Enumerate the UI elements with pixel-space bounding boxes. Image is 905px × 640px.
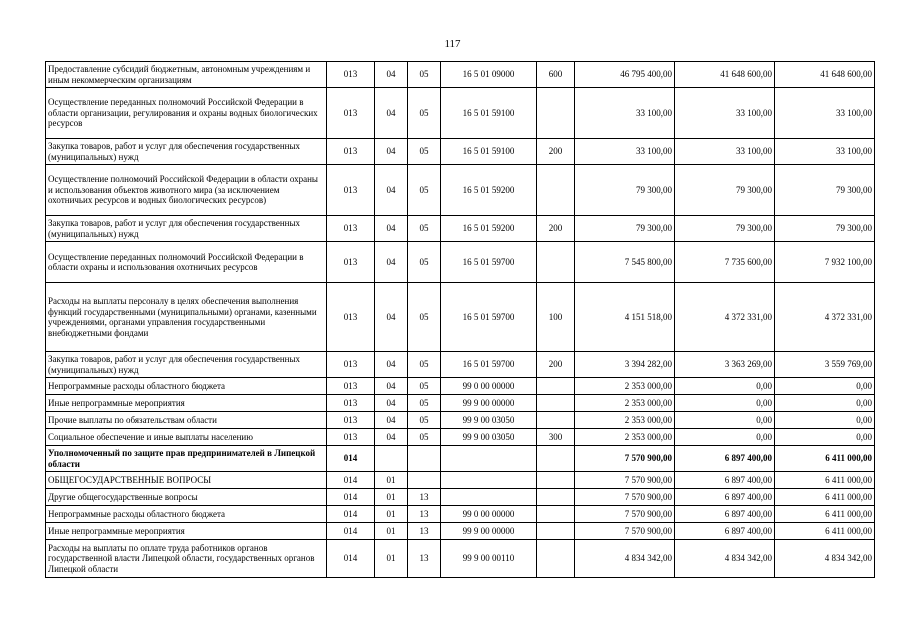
- admin-code-cell: 013: [327, 395, 375, 412]
- target-article-cell: 99 9 00 00000: [441, 523, 537, 540]
- amount-year2-cell: 79 300,00: [675, 216, 775, 242]
- amount-year3-cell: 4 834 342,00: [775, 540, 875, 578]
- amount-year2-cell: 0,00: [675, 429, 775, 446]
- section-code-cell: 04: [375, 139, 408, 165]
- admin-code-cell: 014: [327, 506, 375, 523]
- amount-year3-cell: 0,00: [775, 395, 875, 412]
- amount-year1-cell: 79 300,00: [575, 216, 675, 242]
- amount-year3-cell: 41 648 600,00: [775, 62, 875, 88]
- amount-year2-cell: 6 897 400,00: [675, 506, 775, 523]
- amount-year1-cell: 2 353 000,00: [575, 429, 675, 446]
- row-description: Предоставление субсидий бюджетным, автономным учреждениям и иным некоммерческим организациям: [46, 62, 327, 88]
- amount-year3-cell: 0,00: [775, 429, 875, 446]
- row-description: Расходы на выплаты по оплате труда работников органов государственной власти Липецкой области, государственных органов Липецкой области: [46, 540, 327, 578]
- amount-year1-cell: 2 353 000,00: [575, 395, 675, 412]
- admin-code-cell: 014: [327, 446, 375, 472]
- amount-year2-cell: 0,00: [675, 412, 775, 429]
- row-description: Закупка товаров, работ и услуг для обеспечения государственных (муниципальных) нужд: [46, 352, 327, 378]
- expense-type-cell: [537, 412, 575, 429]
- amount-year2-cell: 41 648 600,00: [675, 62, 775, 88]
- subsection-code-cell: 05: [408, 283, 441, 352]
- admin-code-cell: 013: [327, 283, 375, 352]
- amount-year3-cell: 4 372 331,00: [775, 283, 875, 352]
- table-row: [46, 446, 875, 472]
- expense-type-cell: [537, 489, 575, 506]
- subsection-code-cell: 05: [408, 242, 441, 283]
- amount-year2-cell: 6 897 400,00: [675, 446, 775, 472]
- target-article-cell: [441, 489, 537, 506]
- subsection-code-cell: 05: [408, 429, 441, 446]
- amount-year1-cell: 7 570 900,00: [575, 523, 675, 540]
- table-row: [46, 88, 875, 139]
- table-row: [46, 395, 875, 412]
- target-article-cell: 99 0 00 00000: [441, 506, 537, 523]
- section-code-cell: 01: [375, 523, 408, 540]
- expense-type-cell: 200: [537, 352, 575, 378]
- target-article-cell: [441, 472, 537, 489]
- amount-year1-cell: 33 100,00: [575, 139, 675, 165]
- admin-code-cell: 013: [327, 139, 375, 165]
- amount-year2-cell: 6 897 400,00: [675, 523, 775, 540]
- table-row: [46, 352, 875, 378]
- subsection-code-cell: [408, 472, 441, 489]
- amount-year1-cell: 7 570 900,00: [575, 506, 675, 523]
- admin-code-cell: 013: [327, 88, 375, 139]
- target-article-cell: 99 9 00 03050: [441, 429, 537, 446]
- expense-type-cell: [537, 506, 575, 523]
- table-row: [46, 165, 875, 216]
- section-code-cell: 04: [375, 429, 408, 446]
- amount-year3-cell: 6 411 000,00: [775, 472, 875, 489]
- expense-type-cell: 600: [537, 62, 575, 88]
- row-description: Осуществление переданных полномочий Российской Федерации в области охраны и использования охотничьих ресурсов: [46, 242, 327, 283]
- admin-code-cell: 013: [327, 165, 375, 216]
- amount-year1-cell: 3 394 282,00: [575, 352, 675, 378]
- amount-year2-cell: 0,00: [675, 395, 775, 412]
- amount-year2-cell: 6 897 400,00: [675, 489, 775, 506]
- subsection-code-cell: 05: [408, 139, 441, 165]
- target-article-cell: [441, 446, 537, 472]
- subsection-code-cell: 05: [408, 412, 441, 429]
- expense-type-cell: [537, 523, 575, 540]
- amount-year3-cell: 6 411 000,00: [775, 446, 875, 472]
- target-article-cell: 99 9 00 00110: [441, 540, 537, 578]
- amount-year2-cell: 0,00: [675, 378, 775, 395]
- target-article-cell: 16 5 01 59200: [441, 165, 537, 216]
- amount-year1-cell: 7 545 800,00: [575, 242, 675, 283]
- target-article-cell: 99 0 00 00000: [441, 378, 537, 395]
- section-code-cell: 04: [375, 62, 408, 88]
- amount-year1-cell: 2 353 000,00: [575, 378, 675, 395]
- amount-year1-cell: 7 570 900,00: [575, 472, 675, 489]
- row-description: Социальное обеспечение и иные выплаты населению: [46, 429, 327, 446]
- expense-type-cell: [537, 446, 575, 472]
- section-code-cell: 01: [375, 489, 408, 506]
- admin-code-cell: 013: [327, 62, 375, 88]
- subsection-code-cell: 05: [408, 216, 441, 242]
- target-article-cell: 16 5 01 59100: [441, 139, 537, 165]
- admin-code-cell: 013: [327, 378, 375, 395]
- table-row: [46, 506, 875, 523]
- target-article-cell: 16 5 01 59700: [441, 283, 537, 352]
- row-description: Осуществление переданных полномочий Российской Федерации в области организации, регулирования и охраны водных биологических ресурсов: [46, 88, 327, 139]
- row-description: Расходы на выплаты персоналу в целях обеспечения выполнения функций государственными (муниципальными) органами, казенными учреждениями, органами управления государственными внебюджетными фондами: [46, 283, 327, 352]
- table-row: [46, 429, 875, 446]
- table-row: [46, 540, 875, 578]
- subsection-code-cell: 05: [408, 395, 441, 412]
- row-description: Закупка товаров, работ и услуг для обеспечения государственных (муниципальных) нужд: [46, 216, 327, 242]
- row-description: Прочие выплаты по обязательствам области: [46, 412, 327, 429]
- table-row: [46, 472, 875, 489]
- expense-type-cell: [537, 395, 575, 412]
- section-code-cell: 01: [375, 506, 408, 523]
- budget-table: [45, 61, 875, 578]
- expense-type-cell: 300: [537, 429, 575, 446]
- section-code-cell: [375, 446, 408, 472]
- expense-type-cell: [537, 242, 575, 283]
- row-description: Закупка товаров, работ и услуг для обеспечения государственных (муниципальных) нужд: [46, 139, 327, 165]
- section-code-cell: 04: [375, 412, 408, 429]
- target-article-cell: 16 5 01 59700: [441, 242, 537, 283]
- subsection-code-cell: 05: [408, 88, 441, 139]
- section-code-cell: 04: [375, 242, 408, 283]
- amount-year3-cell: 33 100,00: [775, 88, 875, 139]
- subsection-code-cell: 05: [408, 352, 441, 378]
- amount-year2-cell: 3 363 269,00: [675, 352, 775, 378]
- amount-year1-cell: 4 151 518,00: [575, 283, 675, 352]
- target-article-cell: 16 5 01 09000: [441, 62, 537, 88]
- expense-type-cell: [537, 378, 575, 395]
- section-code-cell: 04: [375, 88, 408, 139]
- admin-code-cell: 014: [327, 472, 375, 489]
- row-description: Уполномоченный по защите прав предпринимателей в Липецкой области: [46, 446, 327, 472]
- target-article-cell: 16 5 01 59700: [441, 352, 537, 378]
- target-article-cell: 16 5 01 59200: [441, 216, 537, 242]
- subsection-code-cell: 05: [408, 378, 441, 395]
- amount-year2-cell: 33 100,00: [675, 139, 775, 165]
- section-code-cell: 04: [375, 352, 408, 378]
- row-description: Непрограммные расходы областного бюджета: [46, 506, 327, 523]
- amount-year1-cell: 79 300,00: [575, 165, 675, 216]
- subsection-code-cell: 05: [408, 165, 441, 216]
- amount-year3-cell: 33 100,00: [775, 139, 875, 165]
- table-row: [46, 378, 875, 395]
- amount-year3-cell: 6 411 000,00: [775, 523, 875, 540]
- section-code-cell: 01: [375, 540, 408, 578]
- section-code-cell: 04: [375, 378, 408, 395]
- row-description: Непрограммные расходы областного бюджета: [46, 378, 327, 395]
- row-description: Другие общегосударственные вопросы: [46, 489, 327, 506]
- amount-year2-cell: 6 897 400,00: [675, 472, 775, 489]
- target-article-cell: 99 9 00 03050: [441, 412, 537, 429]
- amount-year2-cell: 33 100,00: [675, 88, 775, 139]
- amount-year1-cell: 2 353 000,00: [575, 412, 675, 429]
- expense-type-cell: [537, 540, 575, 578]
- admin-code-cell: 013: [327, 412, 375, 429]
- table-row: [46, 489, 875, 506]
- amount-year3-cell: 6 411 000,00: [775, 506, 875, 523]
- expense-type-cell: [537, 165, 575, 216]
- section-code-cell: 04: [375, 165, 408, 216]
- amount-year1-cell: 46 795 400,00: [575, 62, 675, 88]
- table-row: [46, 216, 875, 242]
- expense-type-cell: 100: [537, 283, 575, 352]
- table-row: [46, 523, 875, 540]
- expense-type-cell: [537, 88, 575, 139]
- expense-type-cell: 200: [537, 216, 575, 242]
- admin-code-cell: 013: [327, 429, 375, 446]
- target-article-cell: 99 9 00 00000: [441, 395, 537, 412]
- amount-year2-cell: 4 834 342,00: [675, 540, 775, 578]
- section-code-cell: 04: [375, 395, 408, 412]
- amount-year1-cell: 33 100,00: [575, 88, 675, 139]
- amount-year3-cell: 6 411 000,00: [775, 489, 875, 506]
- row-description: Иные непрограммные мероприятия: [46, 523, 327, 540]
- subsection-code-cell: 13: [408, 540, 441, 578]
- section-code-cell: 04: [375, 283, 408, 352]
- section-code-cell: 04: [375, 216, 408, 242]
- expense-type-cell: 200: [537, 139, 575, 165]
- table-row: [46, 412, 875, 429]
- amount-year2-cell: 4 372 331,00: [675, 283, 775, 352]
- row-description: Осуществление полномочий Российской Федерации в области охраны и использования объектов животного мира (за исключением охотничьих ресурсов и водных биологических ресурсов): [46, 165, 327, 216]
- admin-code-cell: 013: [327, 216, 375, 242]
- amount-year1-cell: 7 570 900,00: [575, 446, 675, 472]
- table-row: [46, 283, 875, 352]
- admin-code-cell: 013: [327, 242, 375, 283]
- admin-code-cell: 014: [327, 540, 375, 578]
- amount-year3-cell: 0,00: [775, 378, 875, 395]
- subsection-code-cell: 13: [408, 506, 441, 523]
- amount-year3-cell: 7 932 100,00: [775, 242, 875, 283]
- admin-code-cell: 013: [327, 352, 375, 378]
- page-number: 117: [444, 38, 461, 50]
- subsection-code-cell: [408, 446, 441, 472]
- amount-year3-cell: 3 559 769,00: [775, 352, 875, 378]
- amount-year3-cell: 79 300,00: [775, 165, 875, 216]
- table-row: [46, 139, 875, 165]
- admin-code-cell: 014: [327, 489, 375, 506]
- admin-code-cell: 014: [327, 523, 375, 540]
- row-description: Иные непрограммные мероприятия: [46, 395, 327, 412]
- amount-year1-cell: 4 834 342,00: [575, 540, 675, 578]
- amount-year2-cell: 79 300,00: [675, 165, 775, 216]
- table-row: [46, 242, 875, 283]
- row-description: ОБЩЕГОСУДАРСТВЕННЫЕ ВОПРОСЫ: [46, 472, 327, 489]
- section-code-cell: 01: [375, 472, 408, 489]
- subsection-code-cell: 05: [408, 62, 441, 88]
- amount-year3-cell: 79 300,00: [775, 216, 875, 242]
- subsection-code-cell: 13: [408, 523, 441, 540]
- subsection-code-cell: 13: [408, 489, 441, 506]
- target-article-cell: 16 5 01 59100: [441, 88, 537, 139]
- amount-year3-cell: 0,00: [775, 412, 875, 429]
- amount-year2-cell: 7 735 600,00: [675, 242, 775, 283]
- expense-type-cell: [537, 472, 575, 489]
- table-row: [46, 62, 875, 88]
- amount-year1-cell: 7 570 900,00: [575, 489, 675, 506]
